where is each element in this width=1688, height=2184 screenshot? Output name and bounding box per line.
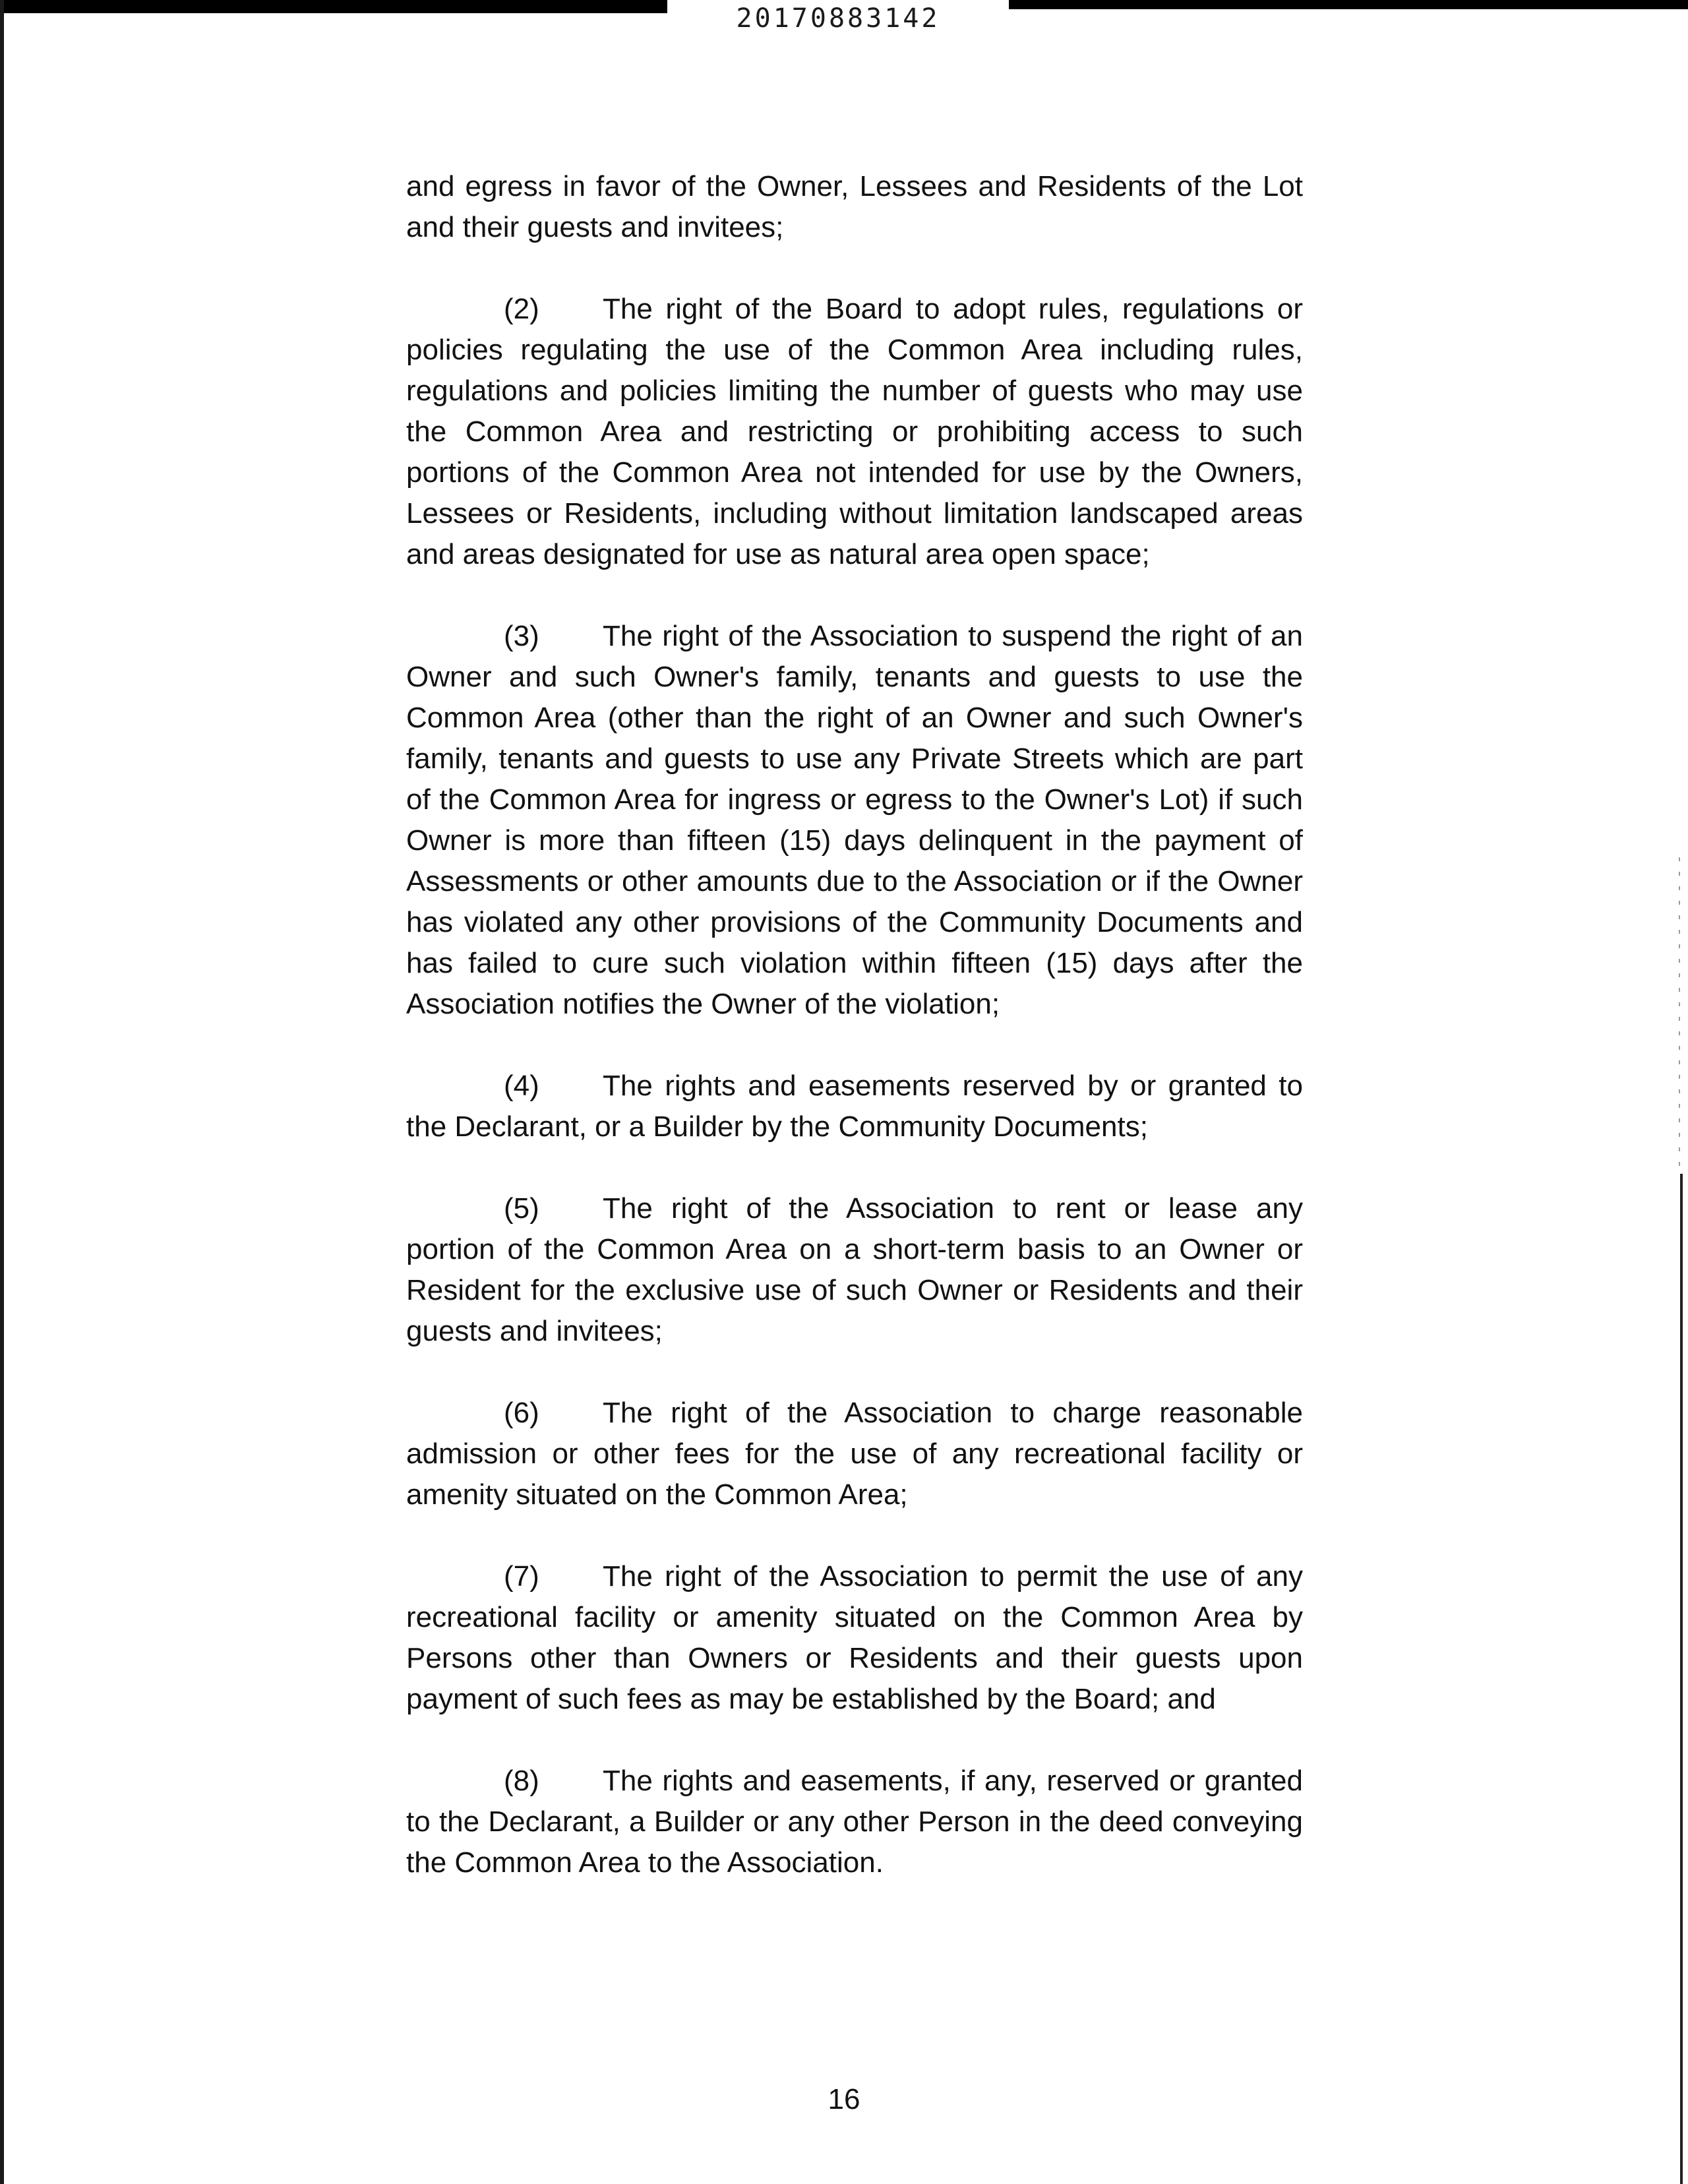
item-number: (4) [504,1070,539,1102]
list-item [406,1188,1303,1352]
item-text: The right of the Association to rent or lease any portion of the Common Area on a short-term basis to an Owner or Resident for the exclusive use of such Owner or Residents and their guests and invitees; [406,1192,1303,1347]
item-number: (5) [504,1192,539,1225]
item-number: (2) [504,293,539,325]
item-text: The rights and easements, if any, reserved or granted to the Declarant, a Builder or any other Person in the deed conveying the Common Area to the Association. [406,1765,1303,1879]
list-item [406,1761,1303,1883]
page-number: 16 [828,2083,860,2115]
item-number: (8) [504,1765,539,1797]
list-item [406,289,1303,575]
item-text: The right of the Association to charge reasonable admission or other fees for the use of any recreational facility or amenity situated on the Common Area; [406,1397,1303,1511]
intro-paragraph: and egress in favor of the Owner, Lessees and Residents of the Lot and their guests and invitees; [406,170,1303,243]
document-body [406,166,1303,1924]
scan-border-left [0,0,4,2184]
list-item [406,1393,1303,1515]
item-text: The rights and easements reserved by or granted to the Declarant, or a Builder by the Community Documents; [406,1070,1303,1143]
list-item [406,1066,1303,1147]
list-item [406,1556,1303,1720]
item-number: (6) [504,1397,539,1429]
scan-border-top-left [0,0,667,13]
scan-border-right-faint [1679,857,1680,1174]
document-number: 20170883142 [736,3,940,34]
list-item [406,616,1303,1025]
scan-border-right [1680,1174,1683,2184]
item-text: The right of the Association to permit the use of any recreational facility or amenity situated on the Common Area by Persons other than Owners or Residents and their guests upon payment of such fees as may be established by the Board; and [406,1560,1303,1715]
scan-border-top-right [1009,0,1688,9]
item-number: (3) [504,620,539,652]
item-text: The right of the Board to adopt rules, regulations or policies regulating the use of the Common Area including rules, regulations and policies limiting the number of guests who may use the Common Area and restricting or prohibiting access to such portions of the Common Area not intended for use by the Owners, Lessees or Residents, including without limitation landscaped areas and areas designated for use as natural area open space; [406,293,1303,570]
item-number: (7) [504,1560,539,1592]
item-text: The right of the Association to suspend the right of an Owner and such Owner's family, tenants and guests to use the Common Area (other than the right of an Owner and such Owner's family, tenants and guests to use any Private Streets which are part of the Common Area for ingress or egress to the Owner's Lot) if such Owner is more than fifteen (15) days delinquent in the payment of Assessments or other amounts due to the Association or if the Owner has violated any other provisions of the Community Documents and has failed to cure such violation within fifteen (15) days after the Association notifies the Owner of the violation; [406,620,1303,1020]
